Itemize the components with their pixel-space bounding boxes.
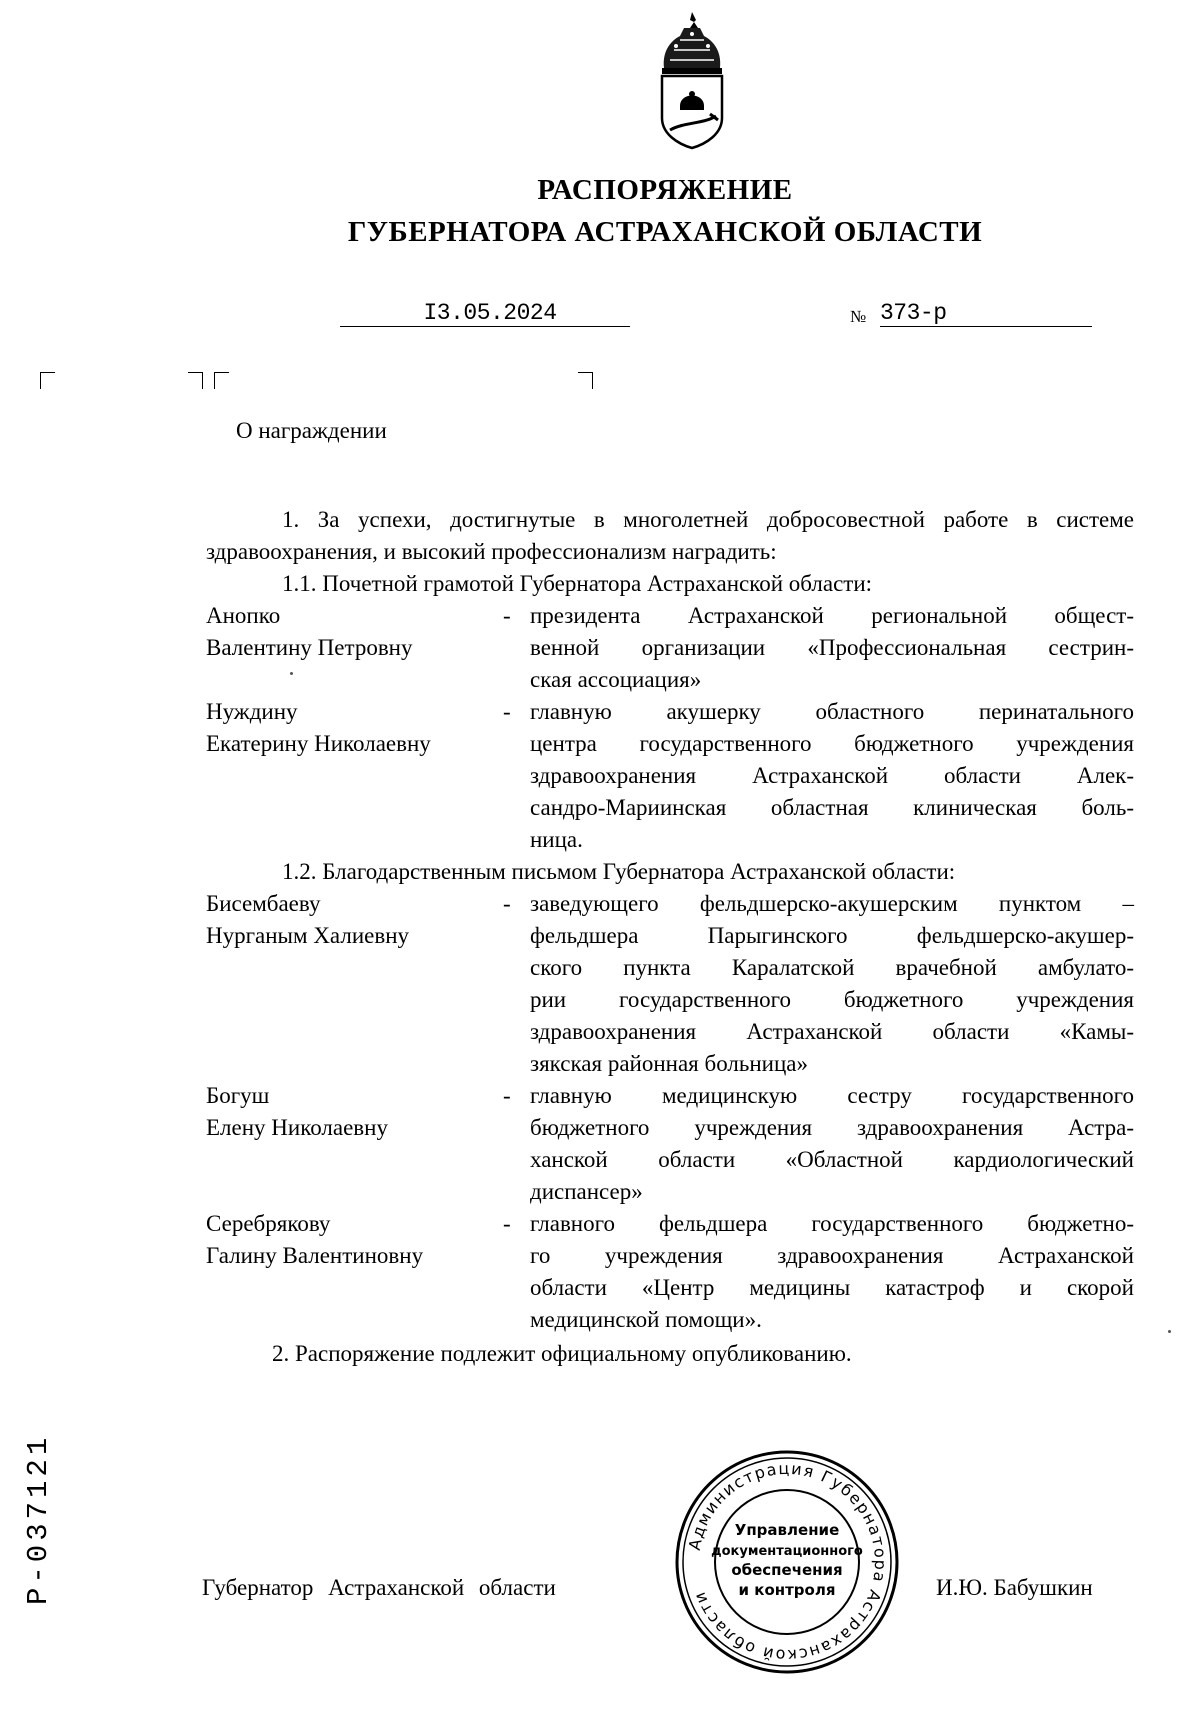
scan-speck: [1168, 1330, 1171, 1333]
signatory-position: Губернатор Астраханской области: [202, 1575, 556, 1600]
awardee-name: Елену Николаевну: [206, 1115, 388, 1140]
awardee-dash: -: [503, 891, 511, 916]
section-1-1-heading: 1.1. Почетной грамотой Губернатора Астраханской области:: [282, 571, 873, 596]
awardee-description: главного фельдшера государственного бюджетно- го учреждения здравоохранения Астраханской области «Центр медицины катастроф и скорой медицинской помощи».: [530, 1211, 1134, 1332]
document-type-title: РАСПОРЯЖЕНИЕ: [537, 174, 793, 206]
subject-line: О награждении: [236, 418, 387, 443]
registration-code: Р-037121: [22, 1433, 55, 1605]
awardee-surname: Бисембаеву: [206, 891, 321, 916]
awardee-dash: -: [503, 1211, 511, 1236]
awardee-name: Галину Валентиновну: [206, 1243, 424, 1268]
paragraph-1: 1. За успехи, достигнутые в многолетней добросовестной работе в системе здравоохранения, и высокий профессионализм наградить:: [206, 507, 1134, 564]
awardee-description: главную медицинскую сестру государственного бюджетного учреждения здравоохранения Астра- ханской области «Областной кардиологический диспансер»: [530, 1083, 1134, 1204]
awardee-surname: Богуш: [206, 1083, 270, 1108]
awardee-name: Валентину Петровну: [206, 635, 413, 660]
official-stamp: [672, 1447, 902, 1677]
awardee-surname: Нуждину: [206, 699, 298, 724]
stamp-center-line: Управление: [734, 1521, 840, 1539]
number-label: №: [850, 307, 867, 326]
signatory-name: И.Ю. Бабушкин: [936, 1575, 1093, 1600]
subject-corner-mark-right: [578, 372, 593, 389]
stamp-ring-text: Администрация Губернатора Астраханской области: [684, 1458, 891, 1666]
awardee-description: заведующего фельдшерско-акушерским пунктом – фельдшера Парыгинского фельдшерско-акушер- ского пункта Каралатской врачебной амбулато- рии государственного бюджетного учреждения здравоохранения Астраханской области «Камы- зякская районная больница»: [530, 891, 1134, 1076]
stamp-center-line: документационного: [711, 1544, 863, 1559]
stamp-center-line: и контроля: [738, 1581, 836, 1599]
awardee-dash: -: [503, 1083, 511, 1108]
awardee-description: президента Астраханской региональной общест- венной организации «Профессиональная сестрин- ская ассоциация»: [530, 603, 1134, 692]
date-underline: [340, 326, 630, 327]
awardee-dash: -: [503, 603, 511, 628]
awardee-surname: Анопко: [206, 603, 281, 628]
awardee-description: главную акушерку областного перинатального центра государственного бюджетного учреждения здравоохранения Астраханской области Алек- сандро-Мариинская областная клиническая боль- ница.: [530, 699, 1134, 852]
paragraph-2: 2. Распоряжение подлежит официальному опубликованию.: [272, 1341, 852, 1366]
awardee-dash: -: [503, 699, 511, 724]
number-underline: [880, 326, 1092, 327]
document-number: 373-р: [880, 300, 947, 326]
section-1-2-heading: 1.2. Благодарственным письмом Губернатора Астраханской области:: [282, 859, 956, 884]
margin-corner-mark: [40, 372, 55, 389]
issuer-title: ГУБЕРНАТОРА АСТРАХАНСКОЙ ОБЛАСТИ: [347, 216, 983, 248]
awardee-name: Екатерину Николаевну: [206, 731, 431, 756]
awardee-name: Нурганым Халиевну: [206, 923, 410, 948]
awardee-surname: Серебрякову: [206, 1211, 331, 1236]
scan-speck: [290, 672, 293, 675]
subject-corner-mark-inner: [214, 372, 229, 389]
coat-of-arms-icon: [650, 10, 734, 150]
stamp-center-line: обеспечения: [731, 1561, 843, 1579]
document-date: I3.05.2024: [423, 300, 557, 326]
subject-corner-mark-left: [188, 372, 203, 389]
